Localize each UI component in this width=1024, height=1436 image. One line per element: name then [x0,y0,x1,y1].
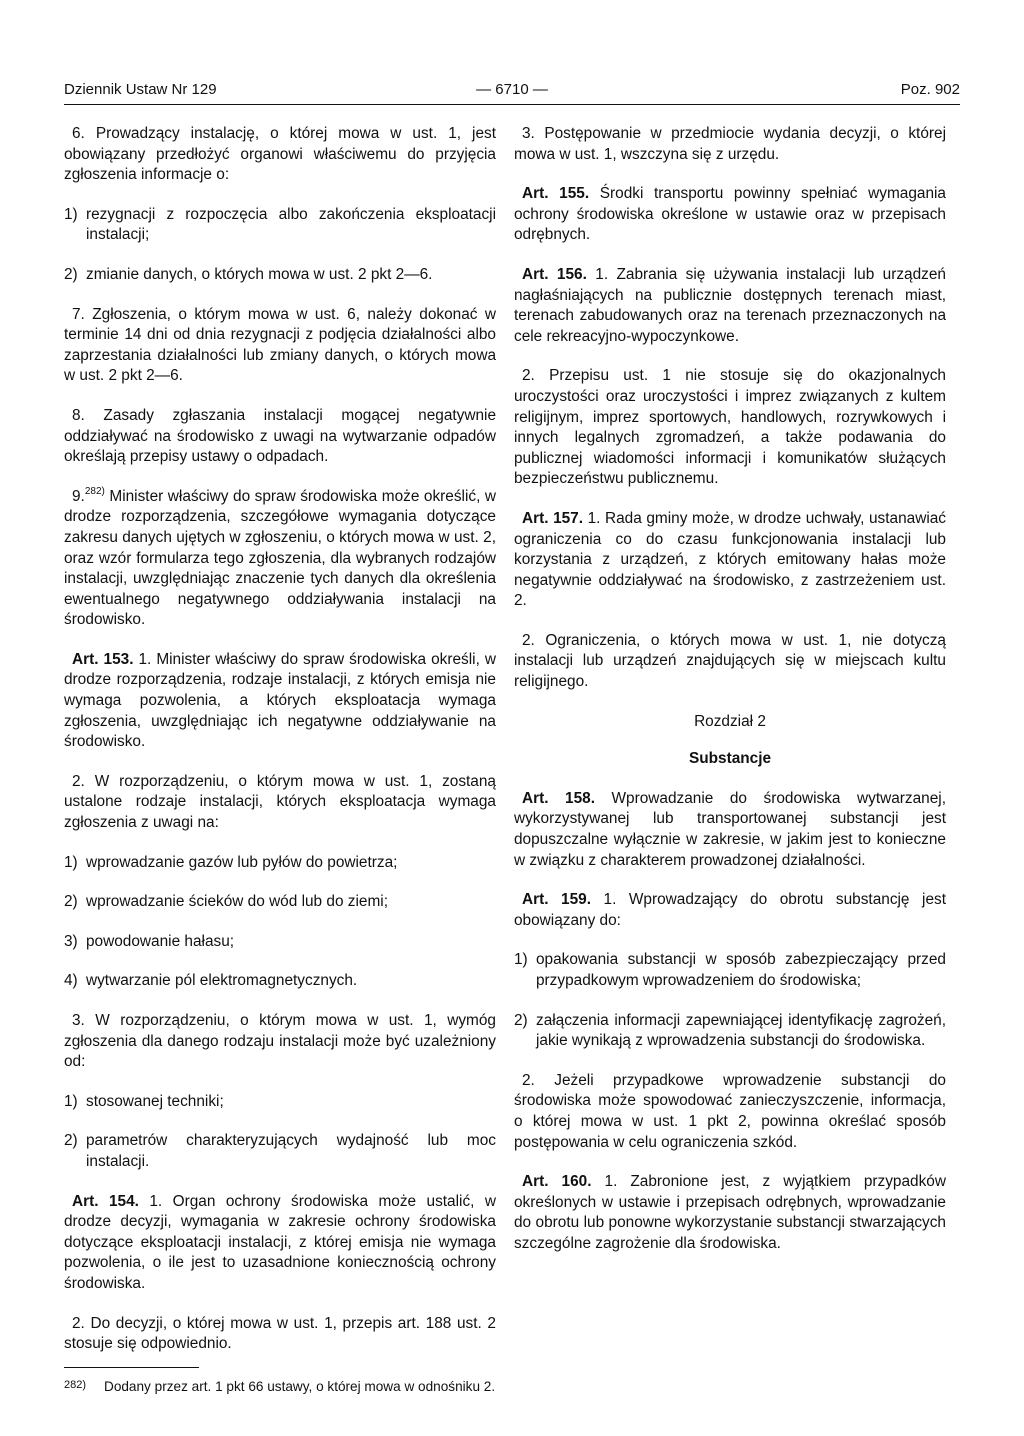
article-160-paragraph-1 [514,1172,946,1254]
footnote-reference[interactable]: 282) [84,485,105,497]
article-153-paragraph-2: 2. W rozporządzeniu, o którym mowa w ust. 1, zostaną ustalone rodzaje instalacji, których eksploatacja wymaga zgłoszenia z uwagi na: [64,772,496,832]
list-item-number: 3) [64,932,78,950]
footnote-mark: 282) [64,1378,87,1391]
article-159-text: 1. Wprowadzający do obrotu substancję jest obowiązany do: [514,891,946,929]
list-item-number: 1) [64,205,78,223]
paragraph-9-number: 9. [72,487,85,505]
list-item [64,1092,496,1113]
article-154-paragraph-1 [64,1192,496,1295]
article-160-text: 1. Zabronione jest, z wyjątkiem przypadków określonych w ustawie i przepisach odrębnych, wprowadzanie do obrotu lub ponowne wykorzystanie substancji stwarzających szczególne zagrożenie dla środowiska. [514,1173,946,1252]
list-item [64,1131,496,1172]
header-rule [64,104,960,105]
article-156-paragraph-1 [514,265,946,347]
position-number: Poz. 902 [900,81,960,98]
page-header [64,80,960,104]
article-154-label: Art. 154. [72,1192,139,1210]
list-item-number: 2) [64,893,78,911]
left-column [64,124,496,1396]
paragraph-9 [64,487,496,631]
list-item-number: 4) [64,972,78,990]
article-155-label: Art. 155. [522,185,590,203]
article-157-paragraph-2: 2. Ograniczenia, o których mowa w ust. 1, nie dotyczą instalacji lub urządzeń znajdujących się w miejscach kultu religijnego. [514,631,946,691]
article-156-label: Art. 156. [522,265,587,283]
list-item-text: wytwarzanie pól elektromagnetycznych. [86,972,358,990]
list-item [64,853,496,874]
article-158-label: Art. 158. [522,789,595,807]
article-154-paragraph-3: 3. Postępowanie w przedmiocie wydania decyzji, o której mowa w ust. 1, wszczyna się z urzędu. [514,125,946,163]
list-item-text: zmianie danych, o których mowa w ust. 2 pkt 2—6. [86,265,433,283]
list-item-number: 1) [514,951,528,969]
article-159-paragraph-1 [514,890,946,931]
page-number: — 6710 — [476,81,548,98]
paragraph-6: 6. Prowadzący instalację, o której mowa w ust. 1, jest obowiązany przedłożyć organowi właściwemu do przyjęcia zgłoszenia informacje o: [64,125,496,184]
article-157-text: 1. Rada gminy może, w drodze uchwały, ustanawiać ograniczenia co do czasu funkcjonowania instalacji lub korzystania z urządzeń, z których emitowany hałas może negatywnie oddziaływać na środowisko, z zastrzeżeniem ust. 2. [514,509,946,610]
list-item-text: stosowanej techniki; [86,1092,224,1110]
article-160-label: Art. 160. [522,1173,592,1191]
article-153-paragraph-1 [64,650,496,753]
list-item-text: wprowadzanie gazów lub pyłów do powietrza; [86,853,398,871]
article-159-paragraph-1-list [514,950,946,1051]
list-item-number: 2) [64,265,78,283]
footnote-rule [64,1367,199,1368]
article-155 [514,184,946,246]
list-item-number: 2) [64,1132,78,1150]
article-155-text: Środki transportu powinny spełniać wymagania ochrony środowiska określone w ustawie oraz w przepisach odrębnych. [514,185,946,244]
list-item-text: parametrów charakteryzujących wydajność lub moc instalacji. [86,1132,496,1170]
article-154-paragraph-2: 2. Do decyzji, o której mowa w ust. 1, przepis art. 188 ust. 2 stosuje się odpowiednio. [64,1314,496,1353]
article-158 [514,789,946,871]
list-item-number: 2) [514,1011,528,1029]
list-item-text: załączenia informacji zapewniającej identyfikację zagrożeń, jakie wynikają z wprowadzenia substancji do środowiska. [536,1011,946,1050]
right-column [514,124,946,1274]
paragraph-9-text: Minister właściwy do spraw środowiska może określić, w drodze rozporządzenia, szczegółowe wymagania dotyczące zakresu danych ujętych w zgłoszeniu, o których mowa w ust. 2, oraz wzór formularza tego zgłoszenia, dla wybranych rodzajów instalacji, uwzględniając znaczenie tych danych dla określenia ewentualnego negatywnego oddziaływania instalacji na środowisko. [64,487,496,629]
paragraph-6-list [64,205,496,286]
list-item-text: opakowania substancji w sposób zabezpieczający przed przypadkowym wprowadzeniem do środowiska; [536,951,946,989]
footnote [64,1378,496,1396]
article-159-paragraph-2: 2. Jeżeli przypadkowe wprowadzenie substancji do środowiska może spowodować zanieczyszczenie, informacja, o której mowa w ust. 1 pkt 2, powinna określać sposób postępowania w celu ograniczenia szkód. [514,1071,946,1151]
list-item-number: 1) [64,853,78,871]
paragraph-7: 7. Zgłoszenia, o którym mowa w ust. 6, należy dokonać w terminie 14 dni od dnia rezygnacji z podjęcia działalności albo zaprzestania działalności lub zmiany danych, o których mowa w ust. 2 pkt 2—6. [64,305,496,385]
list-item [64,205,496,246]
article-153-paragraph-2-list [64,853,496,992]
footnote-text: Dodany przez art. 1 pkt 66 ustawy, o której mowa w odnośniku 2. [104,1378,496,1394]
paragraph-8: 8. Zasady zgłaszania instalacji mogącej negatywnie oddziaływać na środowisko z uwagi na wytwarzanie odpadów określają przepisy ustawy o odpadach. [64,406,496,466]
article-158-text: Wprowadzanie do środowiska wytwarzanej, wykorzystywanej lub transportowanej substancji jest dopuszczalne wyłącznie w zakresie, w jakim jest to konieczne w związku z charakterem prowadzonej działalności. [514,789,946,869]
list-item [64,932,496,953]
article-157-paragraph-1 [514,509,946,612]
article-153-text: 1. Minister właściwy do spraw środowiska określi, w drodze rozporządzenia, rodzaje instalacji, z których emisja nie wymaga pozwolenia, a których eksploatacja wymaga zgłoszenia, uwzględniając ich negatywne oddziaływanie na środowisko. [64,650,496,751]
list-item-number: 1) [64,1092,78,1110]
list-item [64,892,496,913]
list-item [514,950,946,991]
article-153-paragraph-3-list [64,1092,496,1173]
list-item [64,971,496,992]
list-item-text: wprowadzanie ścieków do wód lub do ziemi; [86,893,388,911]
article-153-paragraph-3: 3. W rozporządzeniu, o którym mowa w ust. 1, wymóg zgłoszenia dla danego rodzaju instalacji może być uzależniony od: [64,1012,496,1071]
article-159-label: Art. 159. [522,891,591,909]
article-154-text: 1. Organ ochrony środowiska może ustalić, w drodze decyzji, wymagania w zakresie ochrony środowiska dotyczące eksploatacji instalacji, z której emisja nie wymaga pozwolenia, o ile jest to uzasadnione koniecznością ochrony środowiska. [64,1192,496,1292]
article-157-label: Art. 157. [522,509,584,527]
list-item-text: powodowanie hałasu; [86,932,235,950]
journal-title: Dziennik Ustaw Nr 129 [64,81,217,98]
list-item-text: rezygnacji z rozpoczęcia albo zakończenia eksploatacji instalacji; [86,205,496,244]
list-item [64,265,496,286]
list-item [514,1011,946,1052]
article-156-text: 1. Zabrania się używania instalacji lub urządzeń nagłaśniających na publicznie dostępnych terenach miast, terenach zabudowanych oraz na terenach przeznaczonych na cele rekreacyjno-wypoczynkowe. [514,265,946,345]
chapter-heading: Rozdział 2 [694,712,766,730]
article-156-paragraph-2: 2. Przepisu ust. 1 nie stosuje się do okazjonalnych uroczystości oraz uroczystości i imprez związanych z kultem religijnym, imprez sportowych, handlowych, rozrywkowych i innych legalnych zgromadzeń, a także podawania do publicznej wiadomości informacji i komunikatów służących bezpieczeństwu publicznemu. [514,367,946,488]
chapter-title: Substancje [688,750,772,768]
article-153-label: Art. 153. [72,650,134,668]
